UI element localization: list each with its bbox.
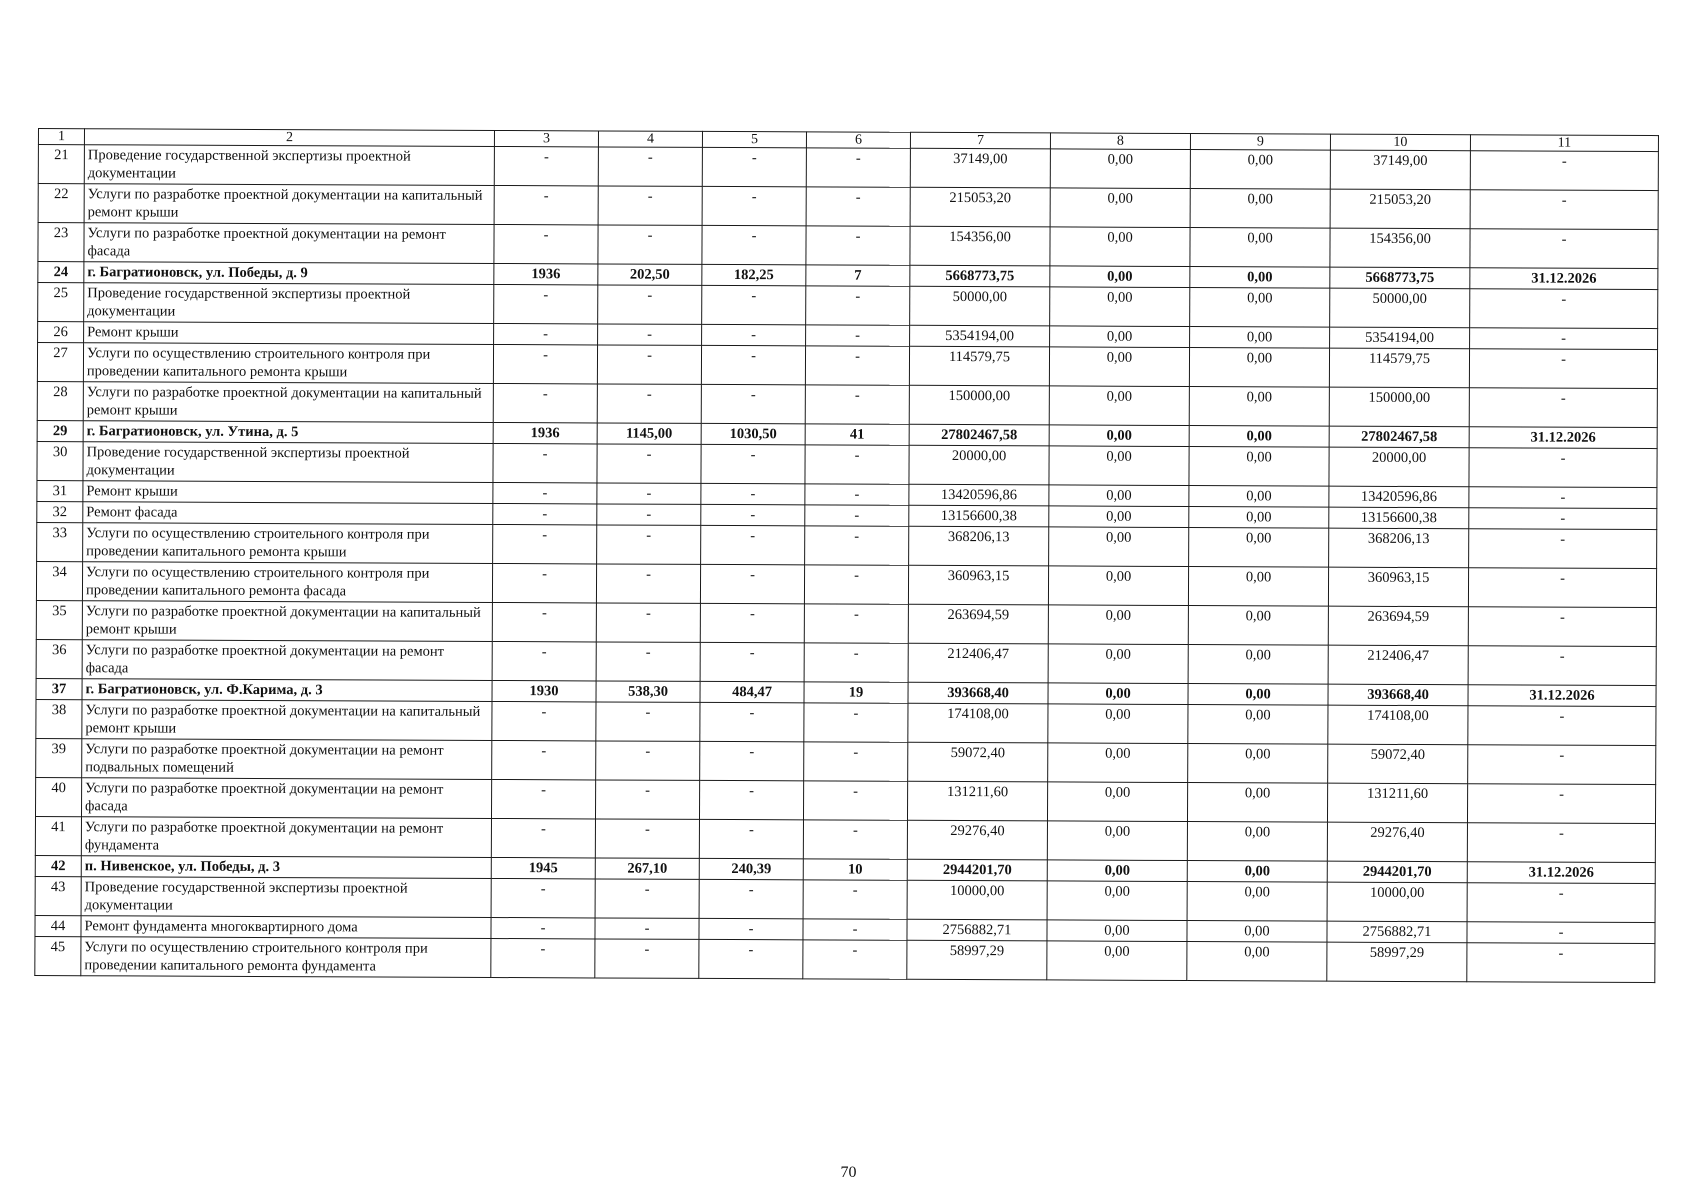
- year-cell: -: [494, 284, 598, 323]
- budget-cost-cell: 0,00: [1189, 447, 1329, 487]
- owners-cost-cell: 150000,00: [1329, 387, 1469, 427]
- row-number: 27: [37, 343, 83, 382]
- row-name: Услуги по осуществлению строительного контроля при проведении капитального ремонта крыши: [83, 523, 493, 564]
- total-area-cell: -: [595, 939, 699, 978]
- owners-cost-cell: 20000,00: [1329, 447, 1469, 487]
- row-name: г. Багратионовск, ул. Ф.Карима, д. 3: [82, 679, 492, 702]
- row-number: 34: [36, 561, 82, 600]
- total-area-cell: -: [598, 186, 702, 225]
- total-area-cell: -: [597, 483, 701, 504]
- owners-cost-cell: 212406,47: [1328, 645, 1468, 685]
- fund-cost-cell: 0,00: [1049, 506, 1189, 528]
- year-cell: -: [494, 224, 598, 263]
- row-number: 28: [37, 381, 83, 420]
- residents-cell: -: [805, 385, 909, 424]
- budget-cost-cell: 0,00: [1190, 228, 1330, 268]
- living-area-cell: -: [699, 879, 803, 918]
- column-header: 4: [598, 131, 702, 147]
- residents-cell: -: [804, 742, 908, 781]
- year-cell: -: [493, 524, 597, 563]
- budget-cost-cell: 0,00: [1188, 684, 1328, 706]
- row-number: 36: [36, 639, 82, 678]
- residents-cell: -: [803, 919, 907, 940]
- total-cost-cell: 2756882,71: [907, 919, 1047, 941]
- deadline-cell: -: [1469, 388, 1657, 428]
- year-cell: -: [494, 185, 598, 224]
- year-cell: -: [492, 641, 596, 680]
- row-name: п. Нивенское, ул. Победы, д. 3: [81, 856, 491, 879]
- owners-cost-cell: 215053,20: [1330, 189, 1470, 229]
- total-cost-cell: 174108,00: [908, 703, 1048, 743]
- year-cell: -: [491, 818, 595, 857]
- residents-cell: 19: [804, 682, 908, 703]
- owners-cost-cell: 29276,40: [1327, 822, 1467, 862]
- owners-cost-cell: 368206,13: [1329, 528, 1469, 568]
- deadline-cell: -: [1469, 529, 1657, 569]
- row-name: Ремонт крыши: [83, 481, 493, 504]
- row-name: Услуги по разработке проектной документации на ремонт фасада: [82, 640, 492, 681]
- column-header: 5: [702, 131, 806, 147]
- deadline-cell: -: [1468, 745, 1656, 785]
- total-cost-cell: 154356,00: [910, 226, 1050, 266]
- total-cost-cell: 13156600,38: [909, 505, 1049, 527]
- total-cost-cell: 393668,40: [908, 682, 1048, 704]
- row-name: Услуги по разработке проектной документации на ремонт подвальных помещений: [82, 739, 492, 780]
- row-name: Услуги по разработке проектной документации на капитальный ремонт крыши: [84, 184, 494, 225]
- owners-cost-cell: 360963,15: [1328, 567, 1468, 607]
- row-name: Услуги по разработке проектной документации на ремонт фасада: [81, 778, 491, 819]
- budget-cost-cell: 0,00: [1189, 426, 1329, 448]
- row-name: Услуги по разработке проектной документации на капитальный ремонт крыши: [82, 700, 492, 741]
- deadline-cell: 31.12.2026: [1470, 268, 1658, 290]
- fund-cost-cell: 0,00: [1047, 860, 1187, 882]
- residents-cell: -: [804, 604, 908, 643]
- year-cell: -: [493, 503, 597, 524]
- deadline-cell: -: [1470, 229, 1658, 269]
- owners-cost-cell: 37149,00: [1330, 150, 1470, 190]
- fund-cost-cell: 0,00: [1048, 683, 1188, 705]
- year-cell: -: [491, 878, 595, 917]
- year-cell: -: [491, 917, 595, 938]
- owners-cost-cell: 27802467,58: [1329, 426, 1469, 448]
- residents-cell: -: [804, 643, 908, 682]
- year-cell: -: [492, 740, 596, 779]
- living-area-cell: -: [700, 741, 804, 780]
- total-cost-cell: 50000,00: [910, 286, 1050, 326]
- living-area-cell: -: [699, 939, 803, 978]
- year-cell: 1945: [491, 857, 595, 878]
- owners-cost-cell: 263694,59: [1328, 606, 1468, 646]
- residents-cell: -: [803, 781, 907, 820]
- living-area-cell: -: [702, 225, 806, 264]
- row-name: Услуги по разработке проектной документации на ремонт фасада: [84, 223, 494, 264]
- owners-cost-cell: 5668773,75: [1330, 267, 1470, 289]
- total-area-cell: -: [598, 324, 702, 345]
- total-cost-cell: 215053,20: [910, 187, 1050, 227]
- year-cell: -: [493, 443, 597, 482]
- row-name: Услуги по разработке проектной документации на ремонт фундамента: [81, 817, 491, 858]
- deadline-cell: -: [1467, 943, 1655, 983]
- year-cell: -: [493, 482, 597, 503]
- total-cost-cell: 263694,59: [908, 604, 1048, 644]
- deadline-cell: -: [1467, 922, 1655, 944]
- fund-cost-cell: 0,00: [1050, 326, 1190, 348]
- budget-cost-cell: 0,00: [1188, 744, 1328, 784]
- residents-cell: 41: [805, 424, 909, 445]
- total-cost-cell: 59072,40: [908, 742, 1048, 782]
- living-area-cell: 182,25: [702, 264, 806, 285]
- budget-cost-cell: 0,00: [1190, 150, 1330, 190]
- fund-cost-cell: 0,00: [1047, 920, 1187, 942]
- row-name: Услуги по разработке проектной документации на капитальный ремонт крыши: [82, 601, 492, 642]
- total-area-cell: -: [597, 384, 701, 423]
- year-cell: -: [491, 779, 595, 818]
- total-area-cell: -: [596, 702, 700, 741]
- row-number: 32: [37, 501, 83, 522]
- budget-cost-cell: 0,00: [1189, 528, 1329, 568]
- residents-cell: -: [803, 820, 907, 859]
- fund-cost-cell: 0,00: [1047, 881, 1187, 921]
- row-number: 42: [35, 855, 81, 876]
- budget-cost-cell: 0,00: [1189, 348, 1329, 388]
- row-name: Услуги по осуществлению строительного контроля при проведении капитального ремонта крыши: [83, 343, 493, 384]
- year-cell: 1930: [492, 680, 596, 701]
- row-number: 39: [36, 738, 82, 777]
- row-name: г. Багратионовск, ул. Победы, д. 9: [84, 262, 494, 285]
- fund-cost-cell: 0,00: [1050, 287, 1190, 327]
- living-area-cell: -: [702, 186, 806, 225]
- row-name: Услуги по разработке проектной документации на капитальный ремонт крыши: [83, 382, 493, 423]
- residents-cell: -: [805, 484, 909, 505]
- deadline-cell: -: [1469, 508, 1657, 530]
- owners-cost-cell: 13420596,86: [1329, 486, 1469, 508]
- fund-cost-cell: 0,00: [1049, 446, 1189, 486]
- column-header: 10: [1330, 134, 1470, 151]
- row-number: 41: [35, 816, 81, 855]
- living-area-cell: -: [701, 345, 805, 384]
- residents-cell: -: [805, 505, 909, 526]
- total-area-cell: 202,50: [598, 264, 702, 285]
- deadline-cell: 31.12.2026: [1468, 685, 1656, 707]
- residents-cell: -: [804, 703, 908, 742]
- total-cost-cell: 5354194,00: [910, 325, 1050, 347]
- total-area-cell: -: [598, 225, 702, 264]
- residents-cell: -: [805, 526, 909, 565]
- deadline-cell: 31.12.2026: [1467, 862, 1655, 884]
- row-number: 26: [38, 322, 84, 343]
- row-number: 30: [37, 441, 83, 480]
- row-number: 45: [35, 936, 81, 975]
- table-body: [35, 129, 1659, 983]
- year-cell: -: [493, 383, 597, 422]
- fund-cost-cell: 0,00: [1048, 605, 1188, 645]
- row-name: Проведение государственной экспертизы проектной документации: [83, 442, 493, 483]
- total-cost-cell: 29276,40: [907, 820, 1047, 860]
- budget-cost-cell: 0,00: [1189, 486, 1329, 508]
- row-name: Услуги по осуществлению строительного контроля при проведении капитального ремонта фасада: [82, 562, 492, 603]
- year-cell: -: [492, 602, 596, 641]
- budget-cost-cell: 0,00: [1190, 327, 1330, 349]
- owners-cost-cell: 50000,00: [1330, 288, 1470, 328]
- row-name: Проведение государственной экспертизы проектной документации: [84, 145, 494, 186]
- living-area-cell: -: [701, 444, 805, 483]
- total-area-cell: -: [595, 918, 699, 939]
- owners-cost-cell: 2944201,70: [1327, 861, 1467, 883]
- budget-cost-cell: 0,00: [1187, 822, 1327, 862]
- total-cost-cell: 131211,60: [907, 781, 1047, 821]
- column-header: 1: [38, 129, 84, 145]
- owners-cost-cell: 131211,60: [1327, 783, 1467, 823]
- budget-cost-cell: 0,00: [1188, 567, 1328, 607]
- row-number: 44: [35, 915, 81, 936]
- total-cost-cell: 360963,15: [908, 565, 1048, 605]
- total-cost-cell: 2944201,70: [907, 859, 1047, 881]
- document-page: [34, 128, 1658, 983]
- living-area-cell: -: [701, 525, 805, 564]
- page-number: 70: [840, 1164, 857, 1181]
- residents-cell: 7: [806, 265, 910, 286]
- fund-cost-cell: 0,00: [1048, 566, 1188, 606]
- living-area-cell: -: [702, 324, 806, 345]
- fund-cost-cell: 0,00: [1048, 743, 1188, 783]
- deadline-cell: -: [1469, 487, 1657, 509]
- total-area-cell: -: [597, 345, 701, 384]
- owners-cost-cell: 393668,40: [1328, 684, 1468, 706]
- total-area-cell: 1145,00: [597, 423, 701, 444]
- year-cell: -: [491, 938, 595, 977]
- row-name: Услуги по осуществлению строительного контроля при проведении капитального ремонта фундамента: [81, 937, 491, 978]
- fund-cost-cell: 0,00: [1048, 644, 1188, 684]
- living-area-cell: -: [701, 384, 805, 423]
- total-cost-cell: 5668773,75: [910, 265, 1050, 287]
- total-area-cell: -: [596, 741, 700, 780]
- row-number: 22: [38, 184, 84, 223]
- total-cost-cell: 10000,00: [907, 880, 1047, 920]
- fund-cost-cell: 0,00: [1047, 782, 1187, 822]
- residents-cell: -: [804, 565, 908, 604]
- total-cost-cell: 58997,29: [907, 940, 1047, 980]
- row-name: Ремонт крыши: [84, 322, 494, 345]
- total-area-cell: -: [596, 603, 700, 642]
- deadline-cell: 31.12.2026: [1469, 427, 1657, 449]
- living-area-cell: -: [699, 780, 803, 819]
- budget-cost-cell: 0,00: [1190, 267, 1330, 289]
- residents-cell: 10: [803, 859, 907, 880]
- row-number: 23: [38, 223, 84, 262]
- year-cell: 1936: [494, 263, 598, 284]
- owners-cost-cell: 2756882,71: [1327, 921, 1467, 943]
- living-area-cell: -: [701, 483, 805, 504]
- budget-cost-cell: 0,00: [1188, 705, 1328, 745]
- budget-cost-cell: 0,00: [1187, 882, 1327, 922]
- total-cost-cell: 212406,47: [908, 643, 1048, 683]
- living-area-cell: -: [700, 603, 804, 642]
- row-name: Проведение государственной экспертизы проектной документации: [84, 283, 494, 324]
- owners-cost-cell: 174108,00: [1328, 705, 1468, 745]
- row-name: г. Багратионовск, ул. Утина, д. 5: [83, 421, 493, 444]
- row-number: 35: [36, 600, 82, 639]
- owners-cost-cell: 58997,29: [1327, 942, 1467, 982]
- fund-cost-cell: 0,00: [1050, 266, 1190, 288]
- row-name: Ремонт фасада: [83, 502, 493, 525]
- fund-cost-cell: 0,00: [1048, 704, 1188, 744]
- deadline-cell: -: [1470, 328, 1658, 350]
- row-number: 43: [35, 876, 81, 915]
- owners-cost-cell: 10000,00: [1327, 882, 1467, 922]
- residents-cell: -: [806, 325, 910, 346]
- year-cell: -: [494, 146, 598, 185]
- living-area-cell: -: [702, 147, 806, 186]
- total-area-cell: -: [596, 564, 700, 603]
- living-area-cell: -: [702, 285, 806, 324]
- living-area-cell: -: [700, 642, 804, 681]
- total-area-cell: -: [598, 147, 702, 186]
- row-name: Проведение государственной экспертизы проектной документации: [81, 877, 491, 918]
- living-area-cell: -: [699, 819, 803, 858]
- year-cell: -: [494, 323, 598, 344]
- column-header: 6: [806, 132, 910, 148]
- year-cell: 1936: [493, 422, 597, 443]
- total-area-cell: 538,30: [596, 681, 700, 702]
- budget-cost-cell: 0,00: [1187, 783, 1327, 823]
- row-number: 40: [35, 777, 81, 816]
- data-table: [34, 128, 1659, 983]
- owners-cost-cell: 114579,75: [1329, 348, 1469, 388]
- row-number: 31: [37, 480, 83, 501]
- row-name: Ремонт фундамента многоквартирного дома: [81, 916, 491, 939]
- total-cost-cell: 368206,13: [909, 526, 1049, 566]
- total-cost-cell: 150000,00: [909, 385, 1049, 425]
- deadline-cell: -: [1468, 646, 1656, 686]
- deadline-cell: -: [1468, 607, 1656, 647]
- row-number: 37: [36, 678, 82, 699]
- row-number: 24: [38, 262, 84, 283]
- row-number: 33: [37, 522, 83, 561]
- residents-cell: -: [805, 445, 909, 484]
- residents-cell: -: [806, 148, 910, 187]
- fund-cost-cell: 0,00: [1049, 386, 1189, 426]
- budget-cost-cell: 0,00: [1188, 606, 1328, 646]
- column-header: 3: [494, 130, 598, 146]
- budget-cost-cell: 0,00: [1187, 921, 1327, 943]
- total-area-cell: -: [598, 285, 702, 324]
- total-cost-cell: 13420596,86: [909, 484, 1049, 506]
- owners-cost-cell: 5354194,00: [1330, 327, 1470, 349]
- residents-cell: -: [803, 880, 907, 919]
- living-area-cell: -: [700, 702, 804, 741]
- living-area-cell: 484,47: [700, 681, 804, 702]
- residents-cell: -: [806, 226, 910, 265]
- budget-cost-cell: 0,00: [1189, 387, 1329, 427]
- fund-cost-cell: 0,00: [1049, 425, 1189, 447]
- table-row: [35, 936, 1655, 982]
- total-area-cell: -: [595, 879, 699, 918]
- column-header: 9: [1190, 134, 1330, 151]
- total-area-cell: -: [595, 780, 699, 819]
- owners-cost-cell: 13156600,38: [1329, 507, 1469, 529]
- year-cell: -: [492, 701, 596, 740]
- fund-cost-cell: 0,00: [1050, 149, 1190, 189]
- deadline-cell: -: [1469, 349, 1657, 389]
- year-cell: -: [492, 563, 596, 602]
- total-area-cell: -: [595, 819, 699, 858]
- residents-cell: -: [806, 187, 910, 226]
- living-area-cell: 240,39: [699, 858, 803, 879]
- living-area-cell: -: [701, 504, 805, 525]
- budget-cost-cell: 0,00: [1190, 288, 1330, 328]
- deadline-cell: -: [1470, 190, 1658, 230]
- living-area-cell: 1030,50: [701, 423, 805, 444]
- deadline-cell: -: [1467, 823, 1655, 863]
- total-area-cell: -: [597, 504, 701, 525]
- total-cost-cell: 37149,00: [910, 148, 1050, 188]
- owners-cost-cell: 154356,00: [1330, 228, 1470, 268]
- year-cell: -: [493, 344, 597, 383]
- row-number: 21: [38, 145, 84, 184]
- column-header: 8: [1050, 133, 1190, 150]
- deadline-cell: -: [1468, 706, 1656, 746]
- living-area-cell: -: [700, 564, 804, 603]
- total-area-cell: -: [597, 444, 701, 483]
- column-header: 2: [84, 129, 494, 147]
- living-area-cell: -: [699, 918, 803, 939]
- total-cost-cell: 20000,00: [909, 445, 1049, 485]
- deadline-cell: -: [1470, 289, 1658, 329]
- residents-cell: -: [803, 940, 907, 979]
- deadline-cell: -: [1467, 883, 1655, 923]
- budget-cost-cell: 0,00: [1187, 942, 1327, 982]
- fund-cost-cell: 0,00: [1047, 821, 1187, 861]
- total-cost-cell: 114579,75: [909, 346, 1049, 386]
- budget-cost-cell: 0,00: [1188, 645, 1328, 685]
- fund-cost-cell: 0,00: [1049, 527, 1189, 567]
- fund-cost-cell: 0,00: [1047, 941, 1187, 981]
- fund-cost-cell: 0,00: [1049, 485, 1189, 507]
- residents-cell: -: [805, 346, 909, 385]
- fund-cost-cell: 0,00: [1050, 227, 1190, 267]
- fund-cost-cell: 0,00: [1049, 347, 1189, 387]
- row-number: 29: [37, 420, 83, 441]
- budget-cost-cell: 0,00: [1190, 189, 1330, 229]
- owners-cost-cell: 59072,40: [1328, 744, 1468, 784]
- residents-cell: -: [806, 286, 910, 325]
- deadline-cell: -: [1470, 151, 1658, 191]
- deadline-cell: -: [1468, 568, 1656, 608]
- budget-cost-cell: 0,00: [1187, 861, 1327, 883]
- fund-cost-cell: 0,00: [1050, 188, 1190, 228]
- total-area-cell: -: [596, 642, 700, 681]
- deadline-cell: -: [1467, 784, 1655, 824]
- total-area-cell: -: [597, 525, 701, 564]
- row-number: 38: [36, 699, 82, 738]
- budget-cost-cell: 0,00: [1189, 507, 1329, 529]
- column-header: 7: [910, 132, 1050, 149]
- column-header: 11: [1470, 135, 1658, 152]
- deadline-cell: -: [1469, 448, 1657, 488]
- total-area-cell: 267,10: [595, 858, 699, 879]
- total-cost-cell: 27802467,58: [909, 424, 1049, 446]
- row-number: 25: [38, 283, 84, 322]
